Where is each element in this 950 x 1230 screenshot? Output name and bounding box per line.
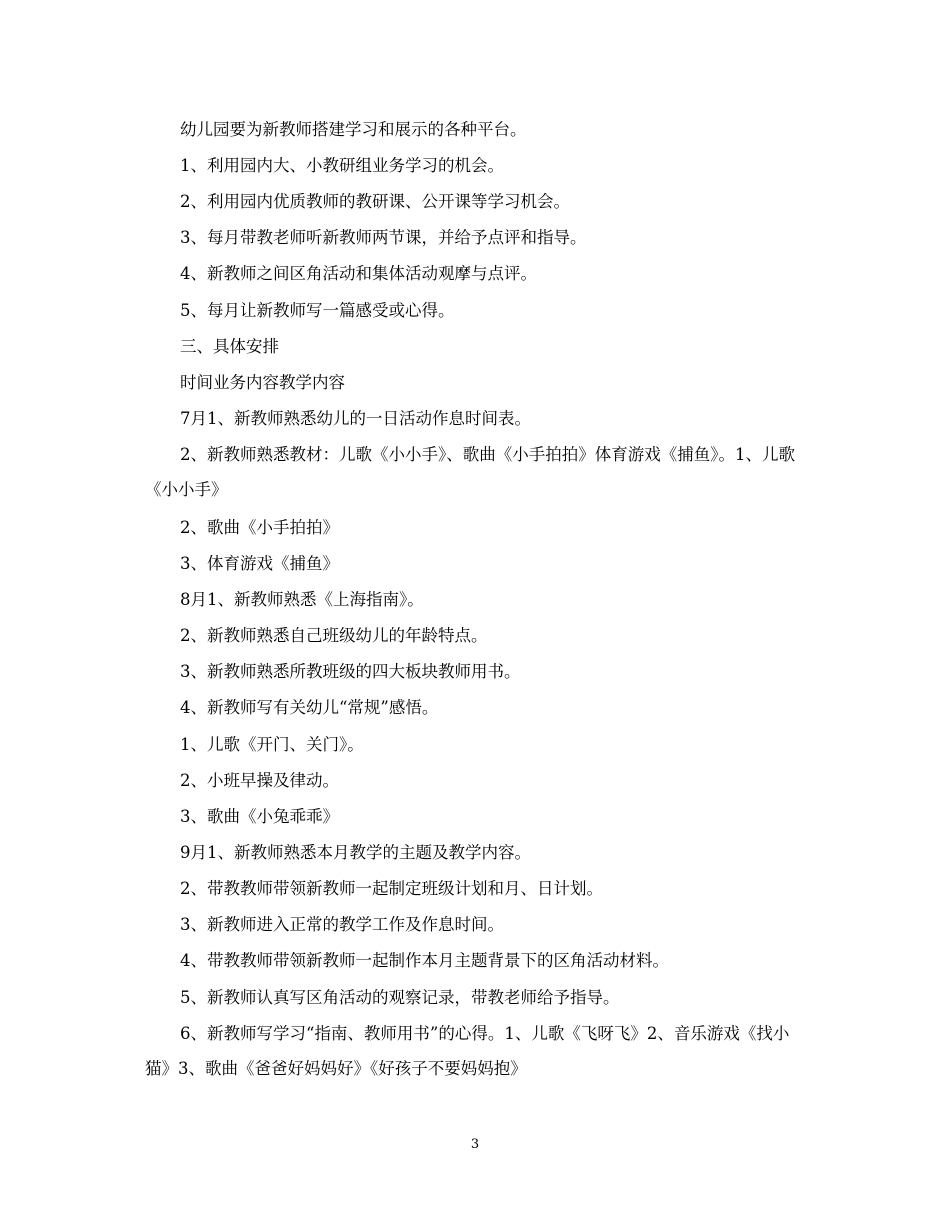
paragraph: 3、新教师进入正常的教学工作及作息时间。 bbox=[180, 915, 504, 934]
paragraph: 3、新教师熟悉所教班级的四大板块教师用书。 bbox=[180, 662, 521, 681]
paragraph: 4、新教师写有关幼儿“常规”感悟。 bbox=[180, 698, 439, 717]
paragraph: 5、每月让新教师写一篇感受或心得。 bbox=[180, 301, 455, 320]
paragraph: 3、歌曲《小兔乖乖》 bbox=[180, 807, 339, 826]
paragraph: 2、歌曲《小手拍拍》 bbox=[180, 518, 339, 537]
paragraph: 4、带教教师带领新教师一起制作本月主题背景下的区角活动材料。 bbox=[180, 951, 669, 970]
paragraph: 5、新教师认真写区角活动的观察记录，带教老师给予指导。 bbox=[180, 988, 620, 1007]
paragraph: 3、每月带教老师听新教师两节课，并给予点评和指导。 bbox=[180, 228, 587, 247]
page-number: 3 bbox=[470, 1137, 480, 1152]
paragraph: 7月1、新教师熟悉幼儿的一日活动作息时间表。 bbox=[180, 409, 531, 428]
paragraph: 2、新教师熟悉教材：儿歌《小小手》、歌曲《小手拍拍》体育游戏《捕鱼》。1、儿歌《小小手》 bbox=[145, 445, 795, 499]
paragraph: 4、新教师之间区角活动和集体活动观摩与点评。 bbox=[180, 264, 537, 283]
section-heading: 三、具体安排 bbox=[180, 337, 279, 356]
paragraph: 2、小班早操及律动。 bbox=[180, 771, 339, 790]
paragraph: 1、利用园内大、小教研组业务学习的机会。 bbox=[180, 156, 504, 175]
paragraph: 9月1、新教师熟悉本月教学的主题及教学内容。 bbox=[180, 843, 531, 862]
paragraph: 2、利用园内优质教师的教研课、公开课等学习机会。 bbox=[180, 192, 570, 211]
paragraph: 3、体育游戏《捕鱼》 bbox=[180, 554, 339, 573]
paragraph: 时间业务内容教学内容 bbox=[180, 373, 345, 392]
paragraph: 2、新教师熟悉自己班级幼儿的年龄特点。 bbox=[180, 626, 488, 645]
paragraph: 1、儿歌《开门、关门》。 bbox=[180, 735, 364, 754]
paragraph: 幼儿园要为新教师搭建学习和展示的各种平台。 bbox=[180, 120, 527, 139]
paragraph: 2、带教教师带领新教师一起制定班级计划和月、日计划。 bbox=[180, 879, 603, 898]
paragraph: 8月1、新教师熟悉《上海指南》。 bbox=[180, 590, 424, 609]
paragraph: 6、新教师写学习“指南、教师用书”的心得。1、儿歌《飞呀飞》2、音乐游戏《找小猫》3、歌曲《爸爸好妈妈好》《好孩子不要妈妈抱》 bbox=[145, 1024, 790, 1078]
